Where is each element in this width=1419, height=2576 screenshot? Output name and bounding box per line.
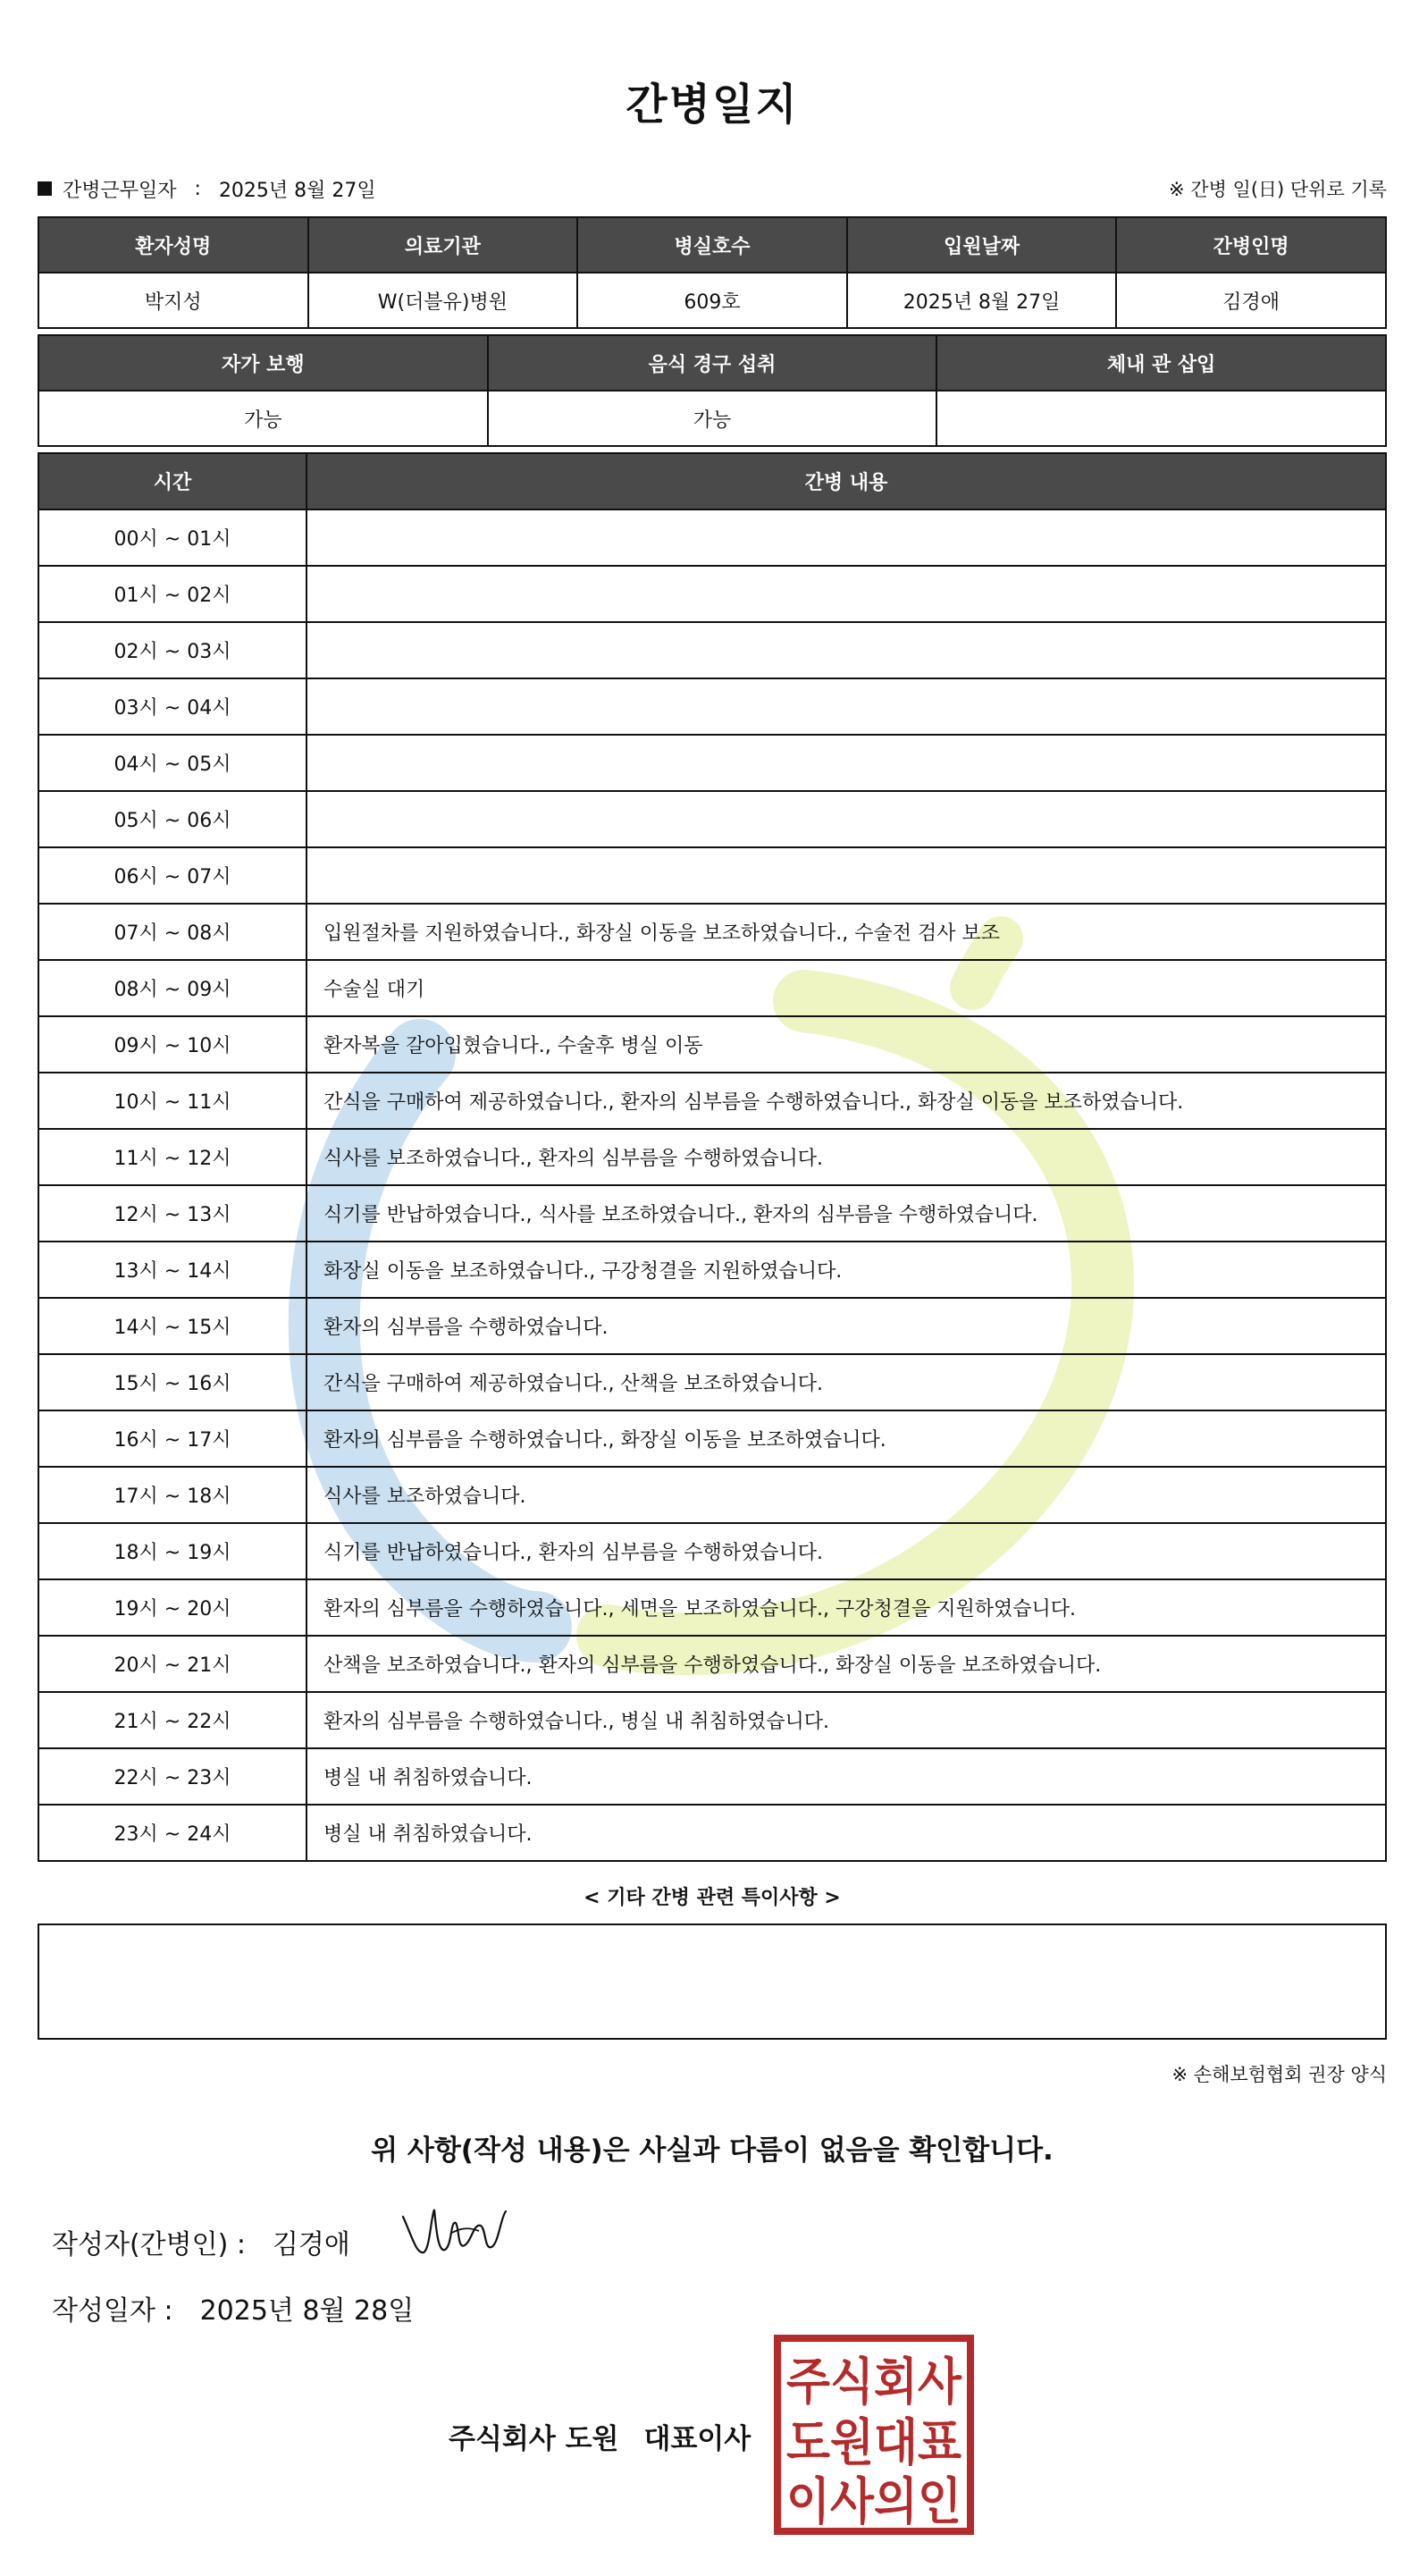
table-row (38, 509, 1386, 566)
patient-info-table (38, 216, 1387, 329)
table-row (38, 1185, 1386, 1242)
meta-row (38, 173, 1387, 204)
care-content: 환자의 심부름을 수행하였습니다., 화장실 이동을 보조하였습니다. (306, 1410, 1386, 1467)
time-slot: 14시 ~ 15시 (38, 1298, 306, 1354)
care-content (306, 622, 1386, 678)
square-bullet-icon (38, 181, 52, 196)
time-slot: 19시 ~ 20시 (38, 1579, 306, 1636)
table-row (38, 566, 1386, 622)
work-date-separator: : (194, 177, 201, 200)
care-content: 식기를 반납하였습니다., 식사를 보조하였습니다., 환자의 심부름을 수행하였습니다. (306, 1185, 1386, 1242)
time-slot: 00시 ~ 01시 (38, 509, 306, 566)
care-content: 입원절차를 지원하였습니다., 화장실 이동을 보조하였습니다., 수술전 검사 보조 (306, 904, 1386, 960)
table-row (38, 791, 1386, 847)
care-content: 식사를 보조하였습니다., 환자의 심부름을 수행하였습니다. (306, 1129, 1386, 1185)
care-log-header-row (38, 453, 1386, 509)
care-content (306, 678, 1386, 735)
time-slot: 05시 ~ 06시 (38, 791, 306, 847)
care-content: 환자의 심부름을 수행하였습니다. (306, 1298, 1386, 1354)
confirmation-statement: 위 사항(작성 내용)은 사실과 다름이 없음을 확인합니다. (371, 2134, 1054, 2167)
table-row (38, 904, 1386, 960)
document-title: 간병일지 (626, 80, 799, 130)
ability-header-row (38, 335, 1386, 391)
header-oral-intake: 음식 경구 섭취 (488, 335, 937, 391)
care-content: 화장실 이동을 보조하였습니다., 구강청결을 지원하였습니다. (306, 1242, 1386, 1298)
care-content: 병실 내 취침하였습니다. (306, 1805, 1386, 1861)
care-content (306, 566, 1386, 622)
care-content: 간식을 구매하여 제공하였습니다., 환자의 심부름을 수행하였습니다., 화장실 이동을 보조하였습니다. (306, 1073, 1386, 1129)
ability-table (38, 334, 1387, 447)
table-row (38, 1016, 1386, 1073)
time-slot: 17시 ~ 18시 (38, 1467, 306, 1523)
header-self-walking: 자가 보행 (38, 335, 488, 391)
header-room: 병실호수 (577, 217, 847, 273)
tube-insertion-value (936, 391, 1386, 446)
table-row (38, 735, 1386, 791)
table-row (38, 1636, 1386, 1692)
time-slot: 20시 ~ 21시 (38, 1636, 306, 1692)
time-slot: 21시 ~ 22시 (38, 1692, 306, 1748)
self-walking-value: 가능 (38, 391, 488, 446)
table-row (38, 678, 1386, 735)
time-slot: 18시 ~ 19시 (38, 1523, 306, 1579)
unit-note: ※ 간병 일(日) 단위로 기록 (1169, 179, 1387, 200)
header-caregiver: 간병인명 (1116, 217, 1386, 273)
header-care-content: 간병 내용 (306, 453, 1386, 509)
table-row (38, 847, 1386, 904)
special-notes-box (38, 1924, 1387, 2040)
table-row (38, 1073, 1386, 1129)
care-content: 식기를 반납하였습니다., 환자의 심부름을 수행하였습니다. (306, 1523, 1386, 1579)
table-row (38, 622, 1386, 678)
hospital-name: W(더블유)병원 (308, 273, 578, 328)
header-time: 시간 (38, 453, 306, 509)
seal-line-1: 주식회사 (786, 2353, 962, 2412)
handwritten-signature (399, 2201, 542, 2263)
table-row (38, 1467, 1386, 1523)
table-row (38, 1129, 1386, 1185)
header-hospital: 의료기관 (308, 217, 578, 273)
form-source-note: ※ 손해보험협회 권장 양식 (1171, 2064, 1387, 2085)
care-content (306, 735, 1386, 791)
writer-name: 김경애 (272, 2229, 350, 2260)
company-name: 주식회사 도원 (449, 2423, 619, 2455)
patient-name: 박지성 (38, 273, 308, 328)
seal-line-2: 도원대표 (786, 2414, 961, 2472)
admission-date: 2025년 8월 27일 (847, 273, 1117, 328)
time-slot: 03시 ~ 04시 (38, 678, 306, 735)
time-slot: 02시 ~ 03시 (38, 622, 306, 678)
time-slot: 12시 ~ 13시 (38, 1185, 306, 1242)
care-content: 환자복을 갈아입혔습니다., 수술후 병실 이동 (306, 1016, 1386, 1073)
table-row (38, 1410, 1386, 1467)
time-slot: 09시 ~ 10시 (38, 1016, 306, 1073)
care-content: 병실 내 취침하였습니다. (306, 1748, 1386, 1805)
oral-intake-value: 가능 (488, 391, 937, 446)
table-row (38, 1748, 1386, 1805)
patient-info-header-row (38, 217, 1386, 273)
table-row (38, 1692, 1386, 1748)
time-slot: 11시 ~ 12시 (38, 1129, 306, 1185)
ability-value-row (38, 391, 1386, 446)
writer-line (52, 2222, 350, 2261)
care-content: 환자의 심부름을 수행하였습니다., 병실 내 취침하였습니다. (306, 1692, 1386, 1748)
seal-line-3: 이사의인 (786, 2473, 961, 2531)
table-row (38, 1805, 1386, 1861)
care-log-body (38, 509, 1386, 1861)
time-slot: 22시 ~ 23시 (38, 1748, 306, 1805)
care-content (306, 847, 1386, 904)
care-content: 산책을 보조하였습니다., 환자의 심부름을 수행하였습니다., 화장실 이동을 보조하였습니다. (306, 1636, 1386, 1692)
time-slot: 07시 ~ 08시 (38, 904, 306, 960)
table-row (38, 960, 1386, 1016)
table-row (38, 1242, 1386, 1298)
time-slot: 23시 ~ 24시 (38, 1805, 306, 1861)
time-slot: 13시 ~ 14시 (38, 1242, 306, 1298)
company-representative-title: 대표이사 (643, 2423, 751, 2455)
work-date-group (38, 175, 376, 203)
writer-date-value: 2025년 8월 28일 (199, 2295, 415, 2327)
care-log-table (38, 452, 1387, 1862)
room-number: 609호 (577, 273, 847, 328)
table-row (38, 1354, 1386, 1410)
header-admission-date: 입원날짜 (847, 217, 1117, 273)
table-row (38, 1579, 1386, 1636)
care-content: 간식을 구매하여 제공하였습니다., 산책을 보조하였습니다. (306, 1354, 1386, 1410)
care-content (306, 791, 1386, 847)
company-signature-line (449, 2416, 751, 2456)
work-date-value: 2025년 8월 27일 (218, 179, 376, 202)
caregiver-name: 김경애 (1116, 273, 1386, 328)
writer-date-line (52, 2288, 414, 2328)
time-slot: 04시 ~ 05시 (38, 735, 306, 791)
header-patient-name: 환자성명 (38, 217, 308, 273)
special-notes-title: < 기타 간병 관련 특이사항 > (584, 1887, 841, 1909)
care-content: 환자의 심부름을 수행하였습니다., 세면을 보조하였습니다., 구강청결을 지원하였습니다. (306, 1579, 1386, 1636)
work-date-label: 간병근무일자 (63, 179, 177, 202)
writer-date-label: 작성일자 : (52, 2295, 173, 2327)
time-slot: 10시 ~ 11시 (38, 1073, 306, 1129)
writer-label: 작성자(간병인) : (52, 2229, 246, 2260)
header-tube-insertion: 체내 관 삽입 (936, 335, 1386, 391)
time-slot: 01시 ~ 02시 (38, 566, 306, 622)
patient-info-value-row (38, 273, 1386, 328)
care-content (306, 509, 1386, 566)
care-content: 수술실 대기 (306, 960, 1386, 1016)
time-slot: 16시 ~ 17시 (38, 1410, 306, 1467)
company-seal (774, 2335, 974, 2535)
table-row (38, 1298, 1386, 1354)
table-row (38, 1523, 1386, 1579)
time-slot: 08시 ~ 09시 (38, 960, 306, 1016)
care-content: 식사를 보조하였습니다. (306, 1467, 1386, 1523)
time-slot: 06시 ~ 07시 (38, 847, 306, 904)
time-slot: 15시 ~ 16시 (38, 1354, 306, 1410)
